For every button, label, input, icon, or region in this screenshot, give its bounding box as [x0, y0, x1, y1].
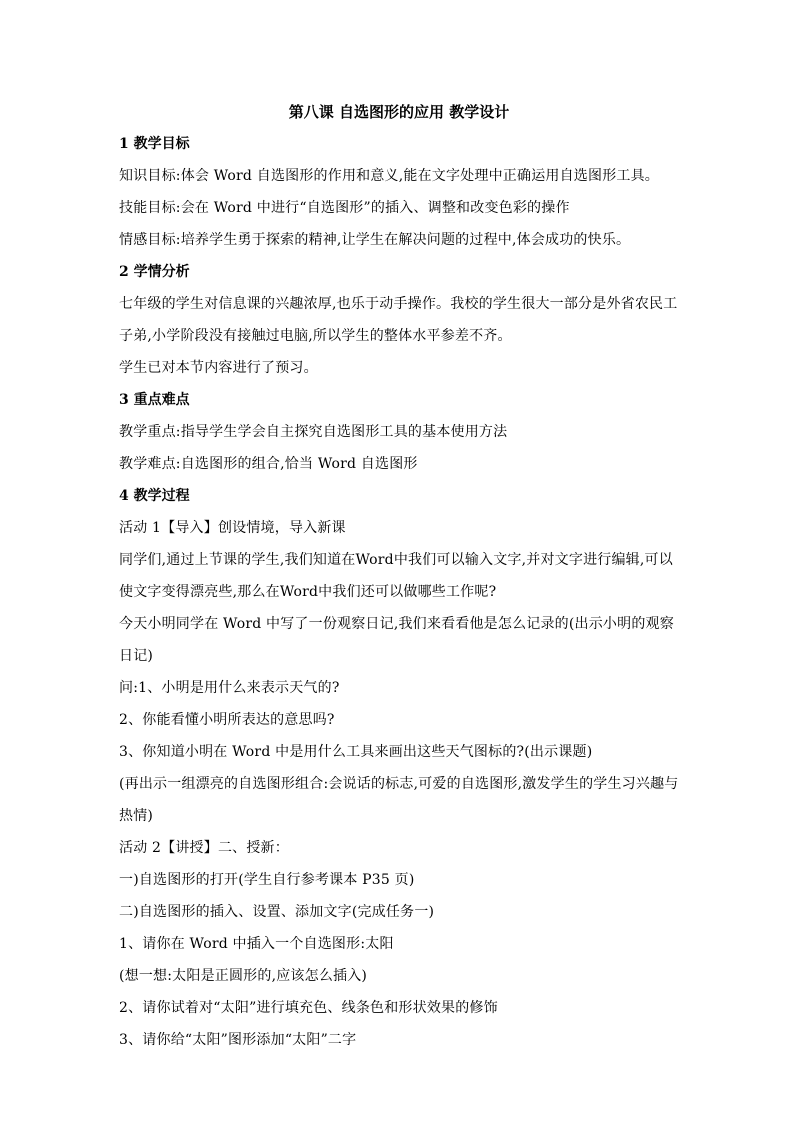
document-page [119, 101, 679, 1061]
paragraph-student-analysis: 七年级的学生对信息课的兴趣浓厚,也乐于动手操作。我校的学生很大一部分是外省农民工子弟,小学阶段没有接触过电脑,所以学生的整体水平参差不齐。 [119, 296, 678, 344]
paragraph-question-3: 3、你知道小明在 Word 中是用什么工具来画出这些天气图标的?(出示课题) [119, 744, 593, 760]
document-title: 第八课 自选图形的应用 教学设计 [288, 103, 510, 121]
paragraph-activity-1: 活动 1【导入】创设情境，导入新课 [119, 520, 346, 536]
paragraph-shapes-demo: (再出示一组漂亮的自选图形组合:会说话的标志,可爱的自选图形,激发学生的学生习兴趣与热情) [119, 776, 679, 824]
paragraph-question-1: 问:1、小明是用什么来表示天气的? [119, 680, 340, 696]
paragraph-step-open: 一)自选图形的打开(学生自行参考课本 P35 页) [119, 872, 415, 888]
section-heading-objectives: 1 教学目标 [119, 136, 190, 152]
paragraph-emotion-goal: 情感目标:培养学生勇于探索的精神,让学生在解决问题的过程中,体会成功的快乐。 [119, 232, 631, 248]
paragraph-task-1: 1、请你在 Word 中插入一个自选图形:太阳 [119, 936, 394, 952]
paragraph-difficulty: 教学难点:自选图形的组合,恰当 Word 自选图形 [119, 456, 418, 472]
paragraph-activity-2: 活动 2【讲授】二、授新： [119, 840, 289, 856]
paragraph-question-2: 2、你能看懂小明所表达的意思吗? [119, 712, 335, 728]
paragraph-skill-goal: 技能目标:会在 Word 中进行“自选图形”的插入、调整和改变色彩的操作 [119, 200, 570, 216]
paragraph-preview: 学生已对本节内容进行了预习。 [119, 360, 318, 376]
paragraph-key-point: 教学重点:指导学生学会自主探究自选图形工具的基本使用方法 [119, 424, 508, 440]
paragraph-step-insert: 二)自选图形的插入、设置、添加文字(完成任务一) [119, 904, 435, 920]
paragraph-task-2: 2、请你试着对“太阳”进行填充色、线条色和形状效果的修饰 [119, 1000, 498, 1016]
section-heading-key-points: 3 重点难点 [119, 392, 190, 408]
paragraph-task-hint: (想一想:太阳是正圆形的,应该怎么插入) [119, 968, 368, 984]
paragraph-task-3: 3、请你给“太阳”图形添加“太阳”二字 [119, 1032, 357, 1048]
paragraph-intro-text: 同学们,通过上节课的学生,我们知道在Word中我们可以输入文字,并对文字进行编辑,可以使文字变得漂亮些,那么在Word中我们还可以做哪些工作呢? [119, 552, 673, 600]
section-heading-analysis: 2 学情分析 [119, 264, 190, 280]
section-heading-process: 4 教学过程 [119, 488, 190, 504]
paragraph-diary: 今天小明同学在 Word 中写了一份观察日记,我们来看看他是怎么记录的(出示小明的观察日记) [119, 616, 674, 664]
paragraph-knowledge-goal: 知识目标:体会 Word 自选图形的作用和意义,能在文字处理中正确运用自选图形工具。 [119, 168, 659, 184]
